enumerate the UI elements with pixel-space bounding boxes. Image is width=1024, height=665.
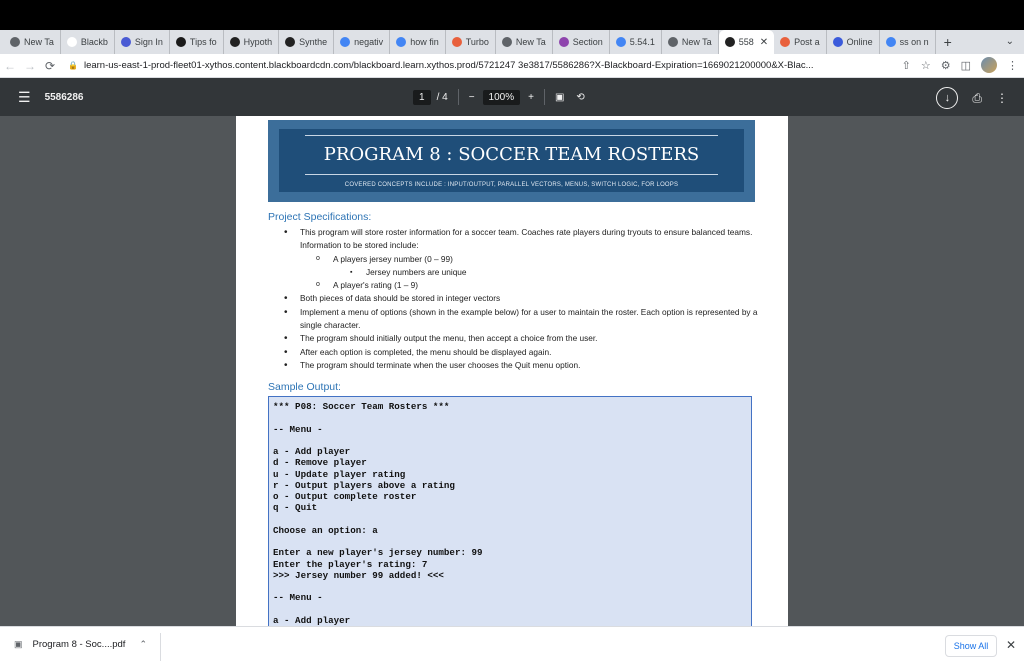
tab-label: Post a: [794, 37, 820, 47]
browser-tab[interactable]: [4, 30, 61, 54]
tab-favicon-icon: [67, 37, 77, 47]
browser-tab[interactable]: [279, 30, 334, 54]
tab-favicon-icon: [452, 37, 462, 47]
tab-label: New Ta: [24, 37, 54, 47]
code-line: Choose an option: a: [273, 524, 378, 536]
print-icon[interactable]: ⎙: [972, 90, 982, 105]
code-line: -- Menu -: [273, 592, 323, 604]
tab-label: New Ta: [515, 37, 546, 47]
share-icon[interactable]: ⇧: [901, 59, 911, 72]
spec-list: [268, 226, 768, 372]
browser-tab[interactable]: [334, 30, 390, 54]
tab-label: ss on n: [899, 37, 929, 47]
tab-favicon-icon: [616, 37, 626, 47]
os-top-bar: [0, 0, 1024, 30]
address-bar: [0, 54, 1024, 78]
code-line: a - Add player: [273, 614, 351, 626]
sample-output-heading: Sample Output:: [268, 381, 341, 393]
code-line: [273, 581, 747, 592]
hamburger-menu-icon[interactable]: ☰: [18, 88, 31, 105]
tab-favicon-icon: [285, 37, 295, 47]
browser-tab[interactable]: [774, 30, 827, 54]
tab-favicon-icon: [886, 37, 896, 47]
toolbar-divider: [544, 89, 545, 105]
spec-item: • The program should initially output the menu, then accept a choice from the user.: [268, 332, 768, 345]
tab-label: 558: [738, 37, 754, 47]
tab-search-chevron-icon[interactable]: ⌄: [1005, 36, 1014, 47]
profile-avatar[interactable]: [981, 57, 997, 73]
back-arrow-icon[interactable]: ←: [4, 58, 16, 73]
tab-favicon-icon: [559, 37, 569, 47]
tab-favicon-icon: [833, 37, 843, 47]
tab-favicon-icon: [780, 37, 790, 47]
browser-tab[interactable]: [496, 30, 553, 54]
tab-label: 5.54.1: [629, 37, 655, 47]
spec-subsubitem: ▪ Jersey numbers are unique: [268, 266, 768, 279]
tab-label: Blackb: [80, 37, 108, 47]
pdf-toolbar: [0, 78, 1024, 116]
browser-tab[interactable]: [610, 30, 662, 54]
code-line: [273, 536, 747, 547]
close-icon[interactable]: ✕: [1005, 638, 1016, 652]
tab-favicon-icon: [176, 37, 186, 47]
lock-icon: 🔒: [68, 61, 78, 70]
more-options-icon[interactable]: ⋮: [996, 91, 1008, 105]
code-line: -- Menu -: [273, 423, 323, 435]
code-line: Enter a new player's jersey number: 99: [273, 547, 483, 559]
toolbar-divider: [458, 89, 459, 105]
download-divider: [160, 633, 161, 661]
code-line: a - Add player: [273, 446, 351, 457]
page-total: / 4: [436, 91, 448, 103]
banner-rule: [305, 135, 718, 136]
title-banner: [268, 120, 755, 202]
browser-tab[interactable]: [61, 30, 115, 54]
program-title: PROGRAM 8 : SOCCER TEAM ROSTERS: [323, 144, 700, 165]
tab-favicon-icon: [10, 37, 20, 47]
zoom-in-icon[interactable]: +: [528, 91, 534, 103]
download-icon[interactable]: ↓: [936, 87, 958, 109]
pdf-viewport[interactable]: [0, 116, 1024, 626]
tab-favicon-icon: [668, 37, 678, 47]
side-panel-icon[interactable]: ◫: [960, 59, 971, 72]
browser-tab[interactable]: [553, 30, 610, 54]
browser-tab[interactable]: [827, 30, 880, 54]
title-banner-inner: [279, 129, 744, 192]
tab-close-icon[interactable]: ✕: [759, 36, 769, 48]
browser-tab[interactable]: [719, 30, 774, 54]
spec-item: • This program will store roster information for a soccer team. Coaches rate players during tryouts to ensure balanced teams. Information to be stored include:: [268, 226, 768, 253]
download-filename: Program 8 - Soc....pdf: [32, 639, 126, 650]
extensions-puzzle-icon[interactable]: ⚙: [940, 59, 951, 72]
tab-label: Online: [846, 37, 873, 47]
browser-tab[interactable]: [390, 30, 446, 54]
code-line: d - Remove player: [273, 457, 367, 469]
fit-page-icon[interactable]: ▣: [554, 91, 565, 103]
tab-favicon-icon: [502, 37, 512, 47]
new-tab-button[interactable]: +: [943, 34, 952, 50]
tab-label: New Ta: [681, 37, 712, 47]
code-line: q - Quit: [273, 502, 318, 514]
tab-label: negativ: [354, 37, 384, 47]
pdf-page: [236, 116, 788, 626]
forward-arrow-icon[interactable]: →: [24, 58, 36, 73]
tab-label: how fin: [410, 37, 439, 47]
download-shelf: [0, 626, 1024, 665]
reload-icon[interactable]: ⟳: [44, 58, 56, 73]
browser-tab[interactable]: [446, 30, 496, 54]
show-all-button[interactable]: Show All: [945, 635, 997, 657]
tab-strip: [0, 30, 1024, 54]
tab-favicon-icon: [396, 37, 406, 47]
spec-heading: Project Specifications:: [268, 211, 372, 223]
code-line: r - Output players above a rating: [273, 479, 455, 491]
spec-item: • Implement a menu of options (shown in the example below) for a user to maintain the roster. Each option is represented by a single character.: [268, 306, 768, 333]
code-line: o - Output complete roster: [273, 491, 417, 502]
browser-tab[interactable]: [224, 30, 280, 54]
code-line: Enter the player's rating: 7: [273, 558, 428, 570]
chevron-up-icon[interactable]: ⌃: [139, 639, 147, 649]
pdf-file-icon: ▣: [14, 639, 23, 649]
rotate-icon[interactable]: ⟲: [576, 91, 585, 103]
zoom-level-input[interactable]: 100%: [483, 90, 521, 105]
spec-subitem: o A players jersey number (0 – 99): [268, 253, 768, 266]
bookmark-star-icon[interactable]: ☆: [920, 59, 931, 72]
tab-favicon-icon: [340, 37, 350, 47]
tab-favicon-icon: [230, 37, 240, 47]
spec-subitem: o A player's rating (1 – 9): [268, 279, 768, 292]
url-field[interactable]: [68, 60, 858, 71]
page-number-input[interactable]: 1: [413, 90, 431, 105]
tab-label: Sign In: [134, 37, 163, 47]
browser-tab[interactable]: [880, 30, 936, 54]
zoom-out-icon[interactable]: −: [468, 91, 475, 103]
spec-item: • The program should terminate when the user chooses the Quit menu option.: [268, 359, 768, 372]
tab-label: Section: [572, 37, 603, 47]
tab-label: Hypoth: [243, 37, 273, 47]
browser-tab[interactable]: [662, 30, 719, 54]
tab-label: Turbo: [465, 37, 489, 47]
code-line: [273, 514, 747, 525]
tab-favicon-icon: [121, 37, 131, 47]
covered-concepts: COVERED CONCEPTS INCLUDE : INPUT/OUTPUT, PARALLEL VECTORS, MENUS, SWITCH LOGIC, FOR LOOPS: [344, 182, 679, 188]
tab-label: Synthe: [299, 37, 328, 47]
browser-menu-icon[interactable]: ⋮: [1007, 59, 1018, 72]
code-line: [273, 412, 747, 423]
sample-output-box: [268, 396, 752, 636]
document-title: 5586286: [44, 91, 84, 103]
code-line: u - Update player rating: [273, 468, 406, 480]
tab-favicon-icon: [725, 37, 735, 47]
url-text: learn-us-east-1-prod-fleet01-xythos.content.blackboardcdn.com/blackboard.learn.xythos.prod/5721247 3e3817/5586286?X-Blackboard-Expiration=1669021200000&X-Blac...: [83, 60, 814, 71]
code-line: *** P08: Soccer Team Rosters ***: [273, 401, 450, 412]
browser-tab[interactable]: [170, 30, 224, 54]
code-line: [273, 604, 747, 615]
browser-tab[interactable]: [115, 30, 170, 54]
spec-item: • Both pieces of data should be stored in integer vectors: [268, 292, 768, 305]
spec-item: • After each option is completed, the menu should be displayed again.: [268, 346, 768, 359]
tab-label: Tips fo: [189, 37, 217, 47]
code-line: [273, 435, 747, 446]
banner-rule: [305, 174, 718, 175]
code-line: >>> Jersey number 99 added! <<<: [273, 569, 444, 581]
download-item[interactable]: [14, 639, 147, 650]
